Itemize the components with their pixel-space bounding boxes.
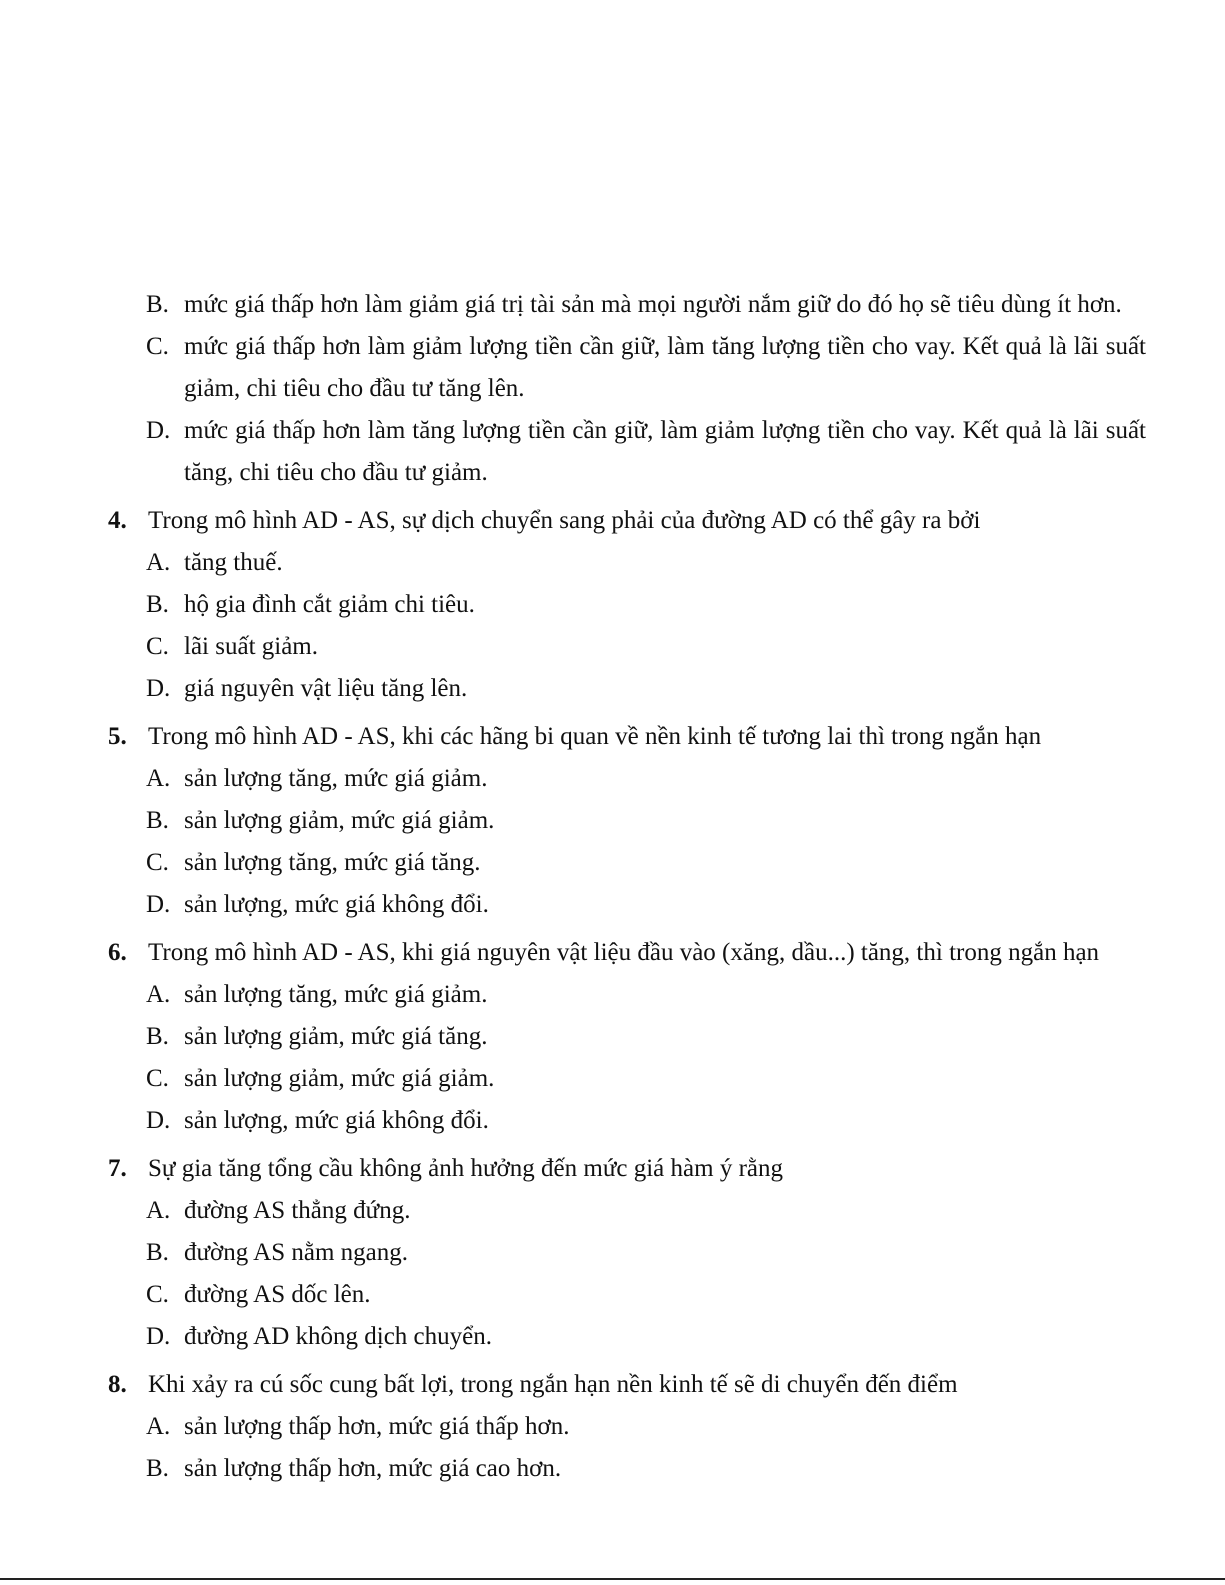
- option-text: sản lượng, mức giá không đổi.: [184, 891, 489, 918]
- question-list: [0, 500, 1225, 1490]
- option-text: sản lượng giảm, mức giá giảm.: [184, 807, 495, 834]
- answer-option: [146, 626, 1146, 668]
- option-text: sản lượng tăng, mức giá giảm.: [184, 765, 488, 792]
- answer-options: [146, 974, 1146, 1142]
- option-text: sản lượng thấp hơn, mức giá cao hơn.: [184, 1455, 562, 1482]
- option-text: sản lượng giảm, mức giá giảm.: [184, 1065, 495, 1092]
- question-text: Trong mô hình AD - AS, khi các hãng bi quan về nền kinh tế tương lai thì trong ngắn hạn: [148, 723, 1042, 750]
- answer-option: [146, 974, 1146, 1016]
- answer-option: [146, 668, 1146, 710]
- option-letter: C.: [146, 633, 169, 660]
- option-text: đường AS thẳng đứng.: [184, 1197, 411, 1224]
- option-letter: D.: [146, 675, 171, 702]
- option-letter: C.: [146, 333, 169, 360]
- answer-option: [146, 1100, 1146, 1142]
- answer-option: [146, 542, 1146, 584]
- answer-option: [146, 842, 1146, 884]
- continued-options: [146, 284, 1146, 494]
- question-4: [0, 500, 1225, 710]
- answer-option: [146, 884, 1146, 926]
- option-b: [146, 284, 1146, 326]
- answer-option: [146, 1016, 1146, 1058]
- option-text: sản lượng thấp hơn, mức giá thấp hơn.: [184, 1413, 570, 1440]
- option-letter: C.: [146, 1065, 169, 1092]
- answer-options: [146, 542, 1146, 710]
- exam-page: [0, 284, 1225, 1490]
- page-bottom-divider: [0, 1578, 1225, 1580]
- answer-options: [146, 1406, 1146, 1490]
- question-5: [0, 716, 1225, 926]
- question-6: [0, 932, 1225, 1142]
- option-letter: A.: [146, 981, 171, 1008]
- question-number: 5.: [108, 723, 127, 750]
- question-stem: [108, 1364, 1186, 1406]
- question-8: [0, 1364, 1225, 1490]
- question-text: Sự gia tăng tổng cầu không ảnh hưởng đến mức giá hàm ý rằng: [148, 1155, 783, 1182]
- option-text: hộ gia đình cắt giảm chi tiêu.: [184, 591, 475, 618]
- answer-option: [146, 800, 1146, 842]
- question-number: 8.: [108, 1371, 127, 1398]
- question-7: [0, 1148, 1225, 1358]
- answer-option: [146, 584, 1146, 626]
- answer-option: [146, 1274, 1146, 1316]
- option-letter: A.: [146, 1197, 171, 1224]
- option-text: sản lượng tăng, mức giá giảm.: [184, 981, 488, 1008]
- option-letter: B.: [146, 807, 169, 834]
- answer-option: [146, 758, 1146, 800]
- option-text: mức giá thấp hơn làm giảm lượng tiền cần giữ, làm tăng lượng tiền cho vay. Kết quả là lãi suất giảm, chi tiêu cho đầu tư tăng lên.: [184, 333, 1146, 402]
- question-text: Trong mô hình AD - AS, sự dịch chuyển sang phải của đường AD có thể gây ra bởi: [148, 507, 981, 534]
- option-letter: D.: [146, 417, 171, 444]
- answer-option: [146, 1448, 1146, 1490]
- option-letter: D.: [146, 891, 171, 918]
- option-text: lãi suất giảm.: [184, 633, 318, 660]
- option-text: mức giá thấp hơn làm giảm giá trị tài sản mà mọi người nắm giữ do đó họ sẽ tiêu dùng ít hơn.: [184, 291, 1122, 318]
- question-stem: [108, 1148, 1186, 1190]
- option-letter: A.: [146, 1413, 171, 1440]
- question-stem: [108, 932, 1186, 974]
- option-letter: B.: [146, 1239, 169, 1266]
- option-letter: D.: [146, 1107, 171, 1134]
- option-text: đường AS nằm ngang.: [184, 1239, 408, 1266]
- answer-option: [146, 1406, 1146, 1448]
- answer-option: [146, 1232, 1146, 1274]
- option-letter: D.: [146, 1323, 171, 1350]
- option-letter: B.: [146, 1023, 169, 1050]
- question-stem: [108, 500, 1186, 542]
- option-text: đường AS dốc lên.: [184, 1281, 371, 1308]
- option-letter: B.: [146, 1455, 169, 1482]
- option-text: giá nguyên vật liệu tăng lên.: [184, 675, 468, 702]
- question-number: 4.: [108, 507, 127, 534]
- option-text: sản lượng, mức giá không đổi.: [184, 1107, 489, 1134]
- question-text: Trong mô hình AD - AS, khi giá nguyên vật liệu đầu vào (xăng, dầu...) tăng, thì trong ngắn hạn: [148, 939, 1100, 966]
- option-text: sản lượng tăng, mức giá tăng.: [184, 849, 481, 876]
- answer-options: [146, 1190, 1146, 1358]
- answer-options: [146, 758, 1146, 926]
- option-letter: C.: [146, 1281, 169, 1308]
- question-number: 7.: [108, 1155, 127, 1182]
- option-text: tăng thuế.: [184, 549, 283, 576]
- answer-option: [146, 1190, 1146, 1232]
- question-stem: [108, 716, 1186, 758]
- option-text: sản lượng giảm, mức giá tăng.: [184, 1023, 488, 1050]
- option-letter: B.: [146, 591, 169, 618]
- option-letter: A.: [146, 765, 171, 792]
- option-text: mức giá thấp hơn làm tăng lượng tiền cần giữ, làm giảm lượng tiền cho vay. Kết quả là lãi suất tăng, chi tiêu cho đầu tư giảm.: [184, 417, 1146, 486]
- option-letter: A.: [146, 549, 171, 576]
- option-d: [146, 410, 1146, 494]
- option-text: đường AD không dịch chuyển.: [184, 1323, 492, 1350]
- option-c: [146, 326, 1146, 410]
- question-text: Khi xảy ra cú sốc cung bất lợi, trong ngắn hạn nền kinh tế sẽ di chuyển đến điểm: [148, 1371, 958, 1398]
- option-letter: C.: [146, 849, 169, 876]
- answer-option: [146, 1316, 1146, 1358]
- option-letter: B.: [146, 291, 169, 318]
- answer-option: [146, 1058, 1146, 1100]
- question-number: 6.: [108, 939, 127, 966]
